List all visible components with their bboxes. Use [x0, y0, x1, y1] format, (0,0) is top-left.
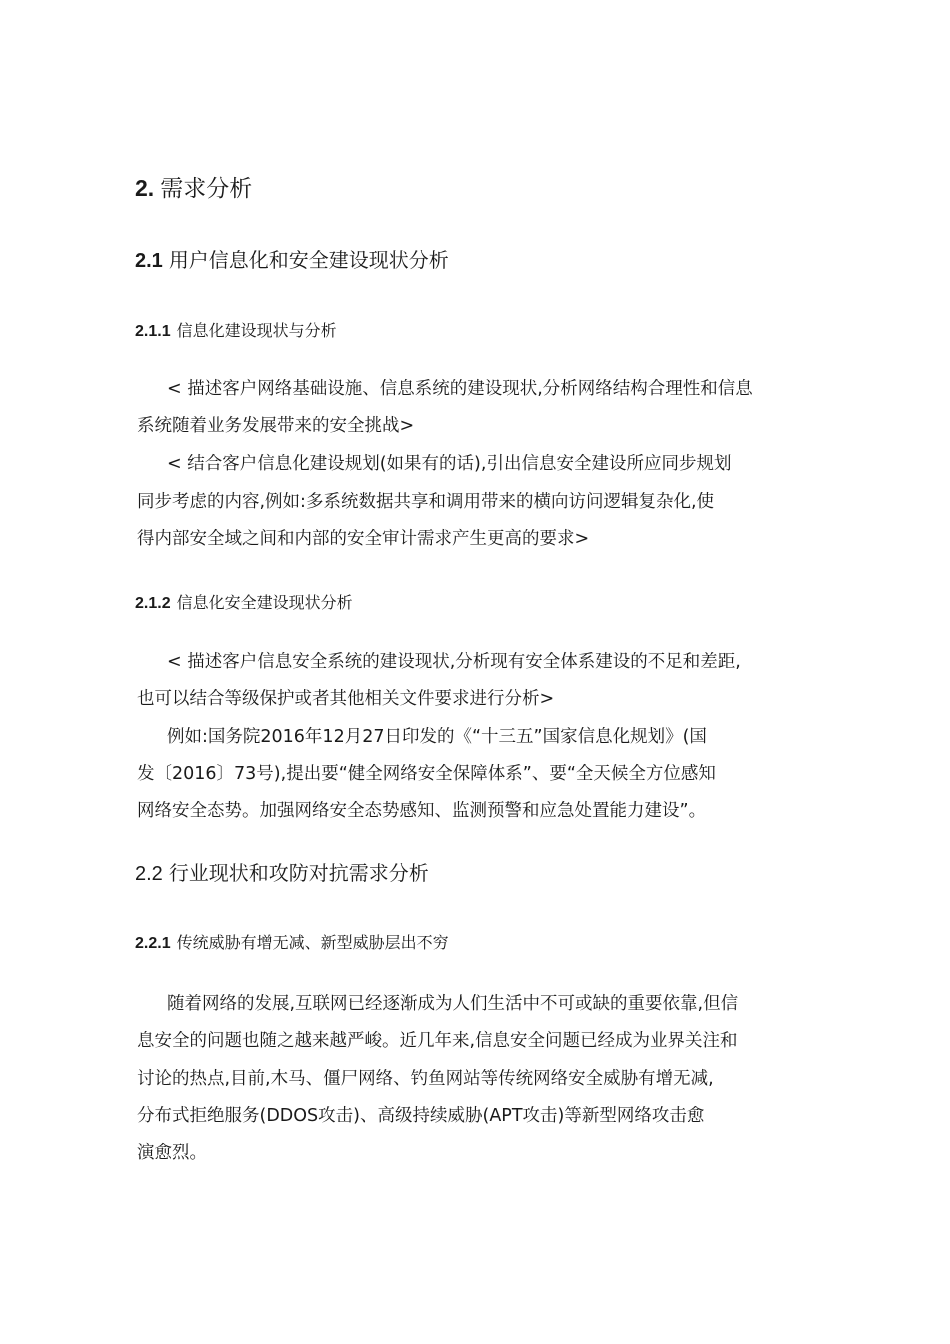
heading-number: 2.1.1: [135, 323, 171, 340]
heading-text: 信息化安全建设现状分析: [176, 593, 353, 612]
text-line: < 描述客户网络基础设施、信息系统的建设现状,分析网络结构合理性和信息: [167, 379, 753, 399]
heading-number: 2.1.2: [135, 595, 171, 612]
text-line: < 结合客户信息化建设规划(如果有的话),引出信息安全建设所应同步规划: [167, 454, 732, 474]
text-line: 也可以结合等级保护或者其他相关文件要求进行分析>: [137, 689, 555, 709]
heading-text: 需求分析: [160, 176, 253, 202]
heading-number: 2.1: [135, 250, 163, 272]
text-line: 得内部安全域之间和内部的安全审计需求产生更高的要求>: [137, 529, 590, 549]
heading-section-2-2-1: [135, 930, 449, 953]
heading-text: 行业现状和攻防对抗需求分析: [168, 861, 429, 885]
text-line: 系统随着业务发展带来的安全挑战>: [137, 416, 415, 436]
heading-section-2-1-2: [135, 590, 353, 613]
text-line: 分布式拒绝服务(DDOS攻击)、高级持续威胁(APT攻击)等新型网络攻击愈: [137, 1106, 705, 1126]
text-line: 例如:国务院2016年12月27日印发的《“十三五”国家信息化规划》(国: [167, 727, 707, 747]
text-line: 息安全的问题也随之越来越严峻。近几年来,信息安全问题已经成为业界关注和: [137, 1031, 738, 1051]
heading-section-2-2: [135, 857, 429, 886]
heading-text: 信息化建设现状与分析: [176, 321, 337, 340]
text-line: 演愈烈。: [137, 1143, 207, 1163]
heading-number: 2.2.1: [135, 935, 171, 952]
heading-number: 2.2: [135, 863, 163, 885]
heading-section-2-1-1: [135, 318, 337, 341]
heading-number: 2.: [135, 175, 155, 201]
text-line: 网络安全态势。加强网络安全态势感知、监测预警和应急处置能力建设”。: [137, 801, 707, 821]
text-line: 讨论的热点,目前,木马、僵尸网络、钓鱼网站等传统网络安全威胁有增无减,: [137, 1069, 714, 1089]
heading-section-2: [135, 170, 252, 203]
text-line: 随着网络的发展,互联网已经逐渐成为人们生活中不可或缺的重要依靠,但信: [167, 994, 739, 1014]
heading-text: 传统威胁有增无减、新型威胁层出不穷: [176, 933, 449, 952]
text-line: 发〔2016〕73号),提出要“健全网络安全保障体系”、要“全天候全方位感知: [137, 764, 716, 784]
heading-section-2-1: [135, 244, 449, 273]
heading-text: 用户信息化和安全建设现状分析: [168, 248, 449, 272]
text-line: < 描述客户信息安全系统的建设现状,分析现有安全体系建设的不足和差距,: [167, 652, 741, 672]
text-line: 同步考虑的内容,例如:多系统数据共享和调用带来的横向访问逻辑复杂化,使: [137, 492, 715, 512]
